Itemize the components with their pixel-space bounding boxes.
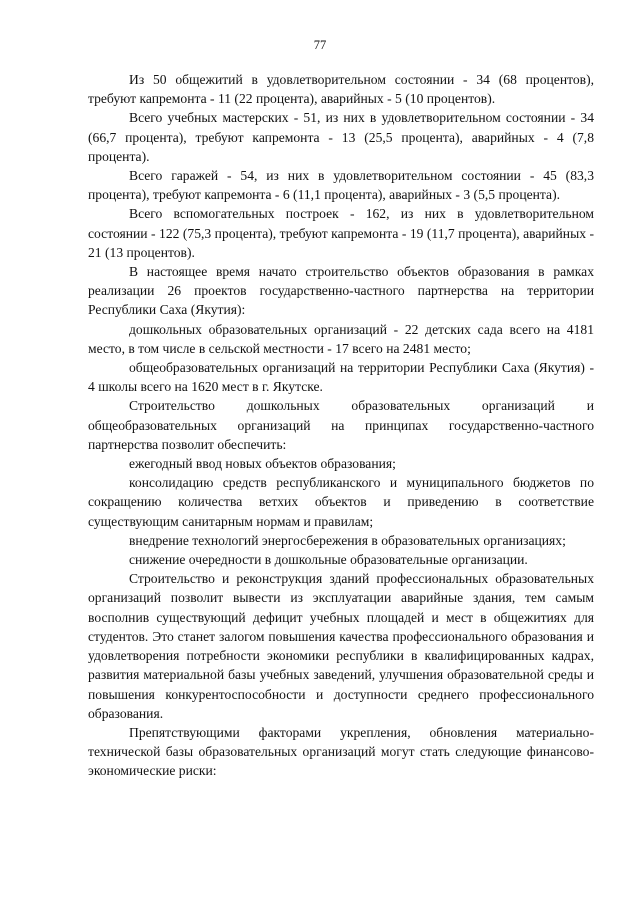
paragraph-garages: Всего гаражей - 54, из них в удовлетворительном состоянии - 45 (83,3 процента), требуют капремонта - 6 (11,1 процента), аварийных - 3 (5,5 процента). [88, 168, 594, 203]
list-item-budget-consolidation: консолидацию средств республиканского и муниципального бюджетов по сокращению количества ветхих объектов и приведению в соответствие существующим санитарным нормам и правилам; [88, 475, 594, 529]
list-item-queue-reduction: снижение очередности в дошкольные образовательные организации. [129, 552, 528, 568]
list-item-schools: общеобразовательных организаций на территории Республики Саха (Якутия) - 4 школы всего на 1620 мест в г. Якутске. [88, 360, 594, 395]
paragraph-workshops: Всего учебных мастерских - 51, из них в удовлетворительном состоянии - 34 (66,7 процента), требуют капремонта - 13 (25,5 процента), аварийных - 4 (7,8 процента). [88, 110, 594, 164]
document-body [88, 70, 594, 781]
list-item-preschool: дошкольных образовательных организаций - 22 детских сада всего на 4181 место, в том числе в сельской местности - 17 всего на 2481 место; [88, 321, 594, 356]
list-item-energy-saving: внедрение технологий энергосбережения в образовательных организациях; [129, 532, 566, 548]
page-number: 77 [313, 38, 327, 52]
paragraph-dormitories: Из 50 общежитий в удовлетворительном состоянии - 34 (68 процентов), требуют капремонта - 11 (22 процента), аварийных - 5 (10 процентов). [88, 72, 594, 107]
paragraph-ppp-benefits: Строительство дошкольных образовательных организаций и общеобразовательных организаций на принципах государственно-частного партнерства позволит обеспечить: [88, 398, 594, 452]
paragraph-construction-intro: В настоящее время начато строительство объектов образования в рамках реализации 26 проектов государственно-частного партнерства на территории Республики Саха (Якутия): [88, 264, 594, 318]
paragraph-auxiliary-buildings: Всего вспомогательных построек - 162, из них в удовлетворительном состоянии - 122 (75,3 процента), требуют капремонта - 19 (11,7 процента), аварийных - 21 (13 процентов). [88, 206, 594, 260]
paragraph-risk-factors: Препятствующими факторами укрепления, обновления материально-технической базы образовательных организаций могут стать следующие финансово-экономические риски: [88, 724, 594, 779]
list-item-annual-input: ежегодный ввод новых объектов образования; [129, 456, 396, 472]
paragraph-vocational-reconstruction: Строительство и реконструкция зданий профессиональных образовательных организаций позволит вывести из эксплуатации аварийные здания, тем самым восполнив существующий дефицит учебных площадей и мест в общежитиях для студентов. Это станет залогом повышения качества профессионального образования и удовлетворения потребности экономики республики в квалифицированных кадрах, развития материальной базы учебных заведений, улучшения образовательной среды и повышения конкурентоспособности и доступности среднего профессионального образования. [88, 571, 594, 721]
